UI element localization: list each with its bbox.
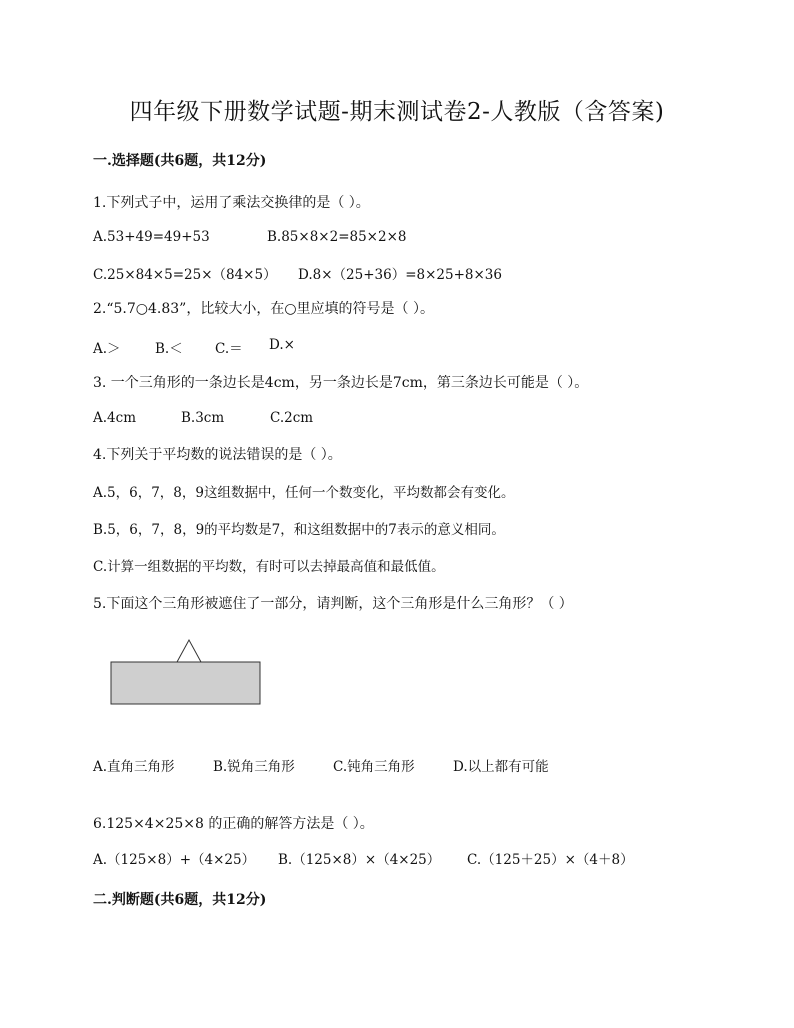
covered-triangle-figure: [110, 638, 266, 710]
question-1-option-c: C.25×84×5=25×（84×5）: [93, 267, 277, 283]
question-4-stem: 4.下列关于平均数的说法错误的是（ ）。: [93, 447, 342, 463]
covering-rectangle: [111, 662, 260, 704]
question-5-option-c: C.钝角三角形: [333, 759, 415, 775]
question-4-option-a: A.5，6，7，8，9这组数据中，任何一个数变化，平均数都会有变化。: [93, 485, 515, 501]
question-2-option-c: C.＝: [215, 341, 243, 357]
page-title: 四年级下册数学试题-期末测试卷2-人教版（含答案): [129, 99, 665, 125]
question-2-stem: 2.“5.7○4.83”，比较大小，在○里应填的符号是（ ）。: [93, 301, 434, 317]
question-2-option-b: B.＜: [155, 341, 183, 357]
question-6-option-b: B.（125×8）×（4×25）: [278, 852, 441, 868]
question-4-option-c: C.计算一组数据的平均数，有时可以去掉最高值和最低值。: [93, 559, 445, 575]
triangle-tip: [177, 640, 201, 662]
section-heading-true-false: 二.判断题(共6题，共12分): [93, 892, 267, 908]
question-2-option-a: A.＞: [93, 341, 121, 357]
question-5-option-a: A.直角三角形: [93, 759, 175, 775]
question-3-stem: 3. 一个三角形的一条边长是4cm，另一条边长是7cm，第三条边长可能是（ ）。: [93, 375, 589, 391]
question-1-stem: 1.下列式子中，运用了乘法交换律的是（ ）。: [93, 195, 370, 211]
question-3-option-a: A.4cm: [93, 410, 136, 426]
question-5-option-d: D.以上都有可能: [453, 759, 549, 775]
question-5-option-b: B.锐角三角形: [213, 759, 295, 775]
question-6-option-a: A.（125×8）+（4×25）: [93, 852, 256, 868]
question-3-option-c: C.2cm: [270, 410, 314, 426]
question-6-option-c: C.（125＋25）×（4＋8）: [467, 852, 634, 868]
question-6-stem: 6.125×4×25×8 的正确的解答方法是（ ）。: [93, 816, 374, 832]
question-5-stem: 5.下面这个三角形被遮住了一部分，请判断，这个三角形是什么三角形？（ ）: [93, 596, 573, 612]
section-heading-choice: 一.选择题(共6题，共12分): [93, 153, 267, 169]
question-1-option-a: A.53+49=49+53: [93, 229, 210, 245]
question-3-option-b: B.3cm: [181, 410, 225, 426]
question-1-option-d: D.8×（25+36）=8×25+8×36: [298, 267, 502, 283]
question-1-option-b: B.85×8×2=85×2×8: [267, 229, 407, 245]
question-4-option-b: B.5，6，7，8，9的平均数是7，和这组数据中的7表示的意义相同。: [93, 522, 505, 538]
question-2-option-d: D.×: [269, 337, 295, 353]
